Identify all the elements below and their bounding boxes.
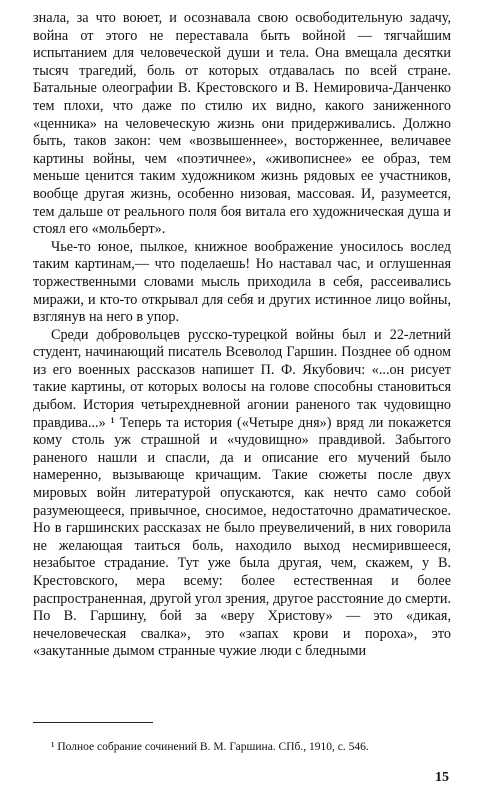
paragraph-2: Чье-то юное, пылкое, книжное воображение уносилось вослед таким картинам,— что поделаешь! Но наставал час, и оглушенная торжественными словами мысль приходила в себя, рассеивались миражи, и кто-то открывал для себя и других истинное лицо войны, взглянув на него в упор.: [33, 238, 451, 326]
main-text: [33, 10, 451, 661]
footnote: ¹ Полное собрание сочинений В. М. Гаршина. СПб., 1910, с. 546.: [51, 740, 369, 753]
page-number: 15: [435, 770, 449, 785]
paragraph-3: Среди добровольцев русско-турецкой войны был и 22-летний студент, начинающий писатель Всеволод Гаршин. Позднее об одном из его военных рассказов напишет П. Ф. Якубович: «...он рисует такие картины, от которых волосы на голове способны становиться дыбом. История четырехдневной агонии раненого так чудовищно правдива...» ¹ Теперь та история («Четыре дня») вряд ли покажется кому столь уж страшной и «чудовищно» правдивой. Забытого раненого нашли и спасли, да и описание его мучений было намеренно, вызывающе кричащим. Такие сюжеты после двух мировых войн литературой опускаются, как нечто само собой разумеющееся, привычное, сносимое, недостаточно драматическое. Но в гаршинских рассказах не было преувеличений, в них говорила не желающая таиться боль, находило выход несмирившееся, незабытое страдание. Тут уже была другая, чем, скажем, у В. Крестовского, мера всему: более естественная и более распространенная, другой угол зрения, другое расстояние до смерти. По В. Гаршину, бой за «веру Христову» — это «дикая, нечеловеческая свалка», это «запах крови и пороха», это «закутанные дымом странные чужие люди с бледными: [33, 326, 451, 660]
paragraph-1: знала, за что воюет, и осознавала свою освободительную задачу, война от этого не переставала быть войной — тягчайшим испытанием для человеческой души и тела. Она вмещала десятки тысяч трагедий, боль от которых отдавалась по всей стране. Батальные олеографии В. Крестовского и В. Немировича-Данченко тем плохи, что даже по стилю их видно, какого заниженного «ценника» на человеческую жизнь они придерживались. Должно быть, таков закон: чем «возвышеннее», восторженнее, величавее картины войны, чем «поэтичнее», «живописнее» ее образ, тем меньше ценится таким художником жизнь рядовых ее участников, вообще другая жизнь, особенно низовая, массовая. И, разумеется, тем дальше от реального поля боя витала его художническая душа и стоял его «мольберт».: [33, 10, 451, 238]
footnote-divider: [33, 722, 153, 723]
